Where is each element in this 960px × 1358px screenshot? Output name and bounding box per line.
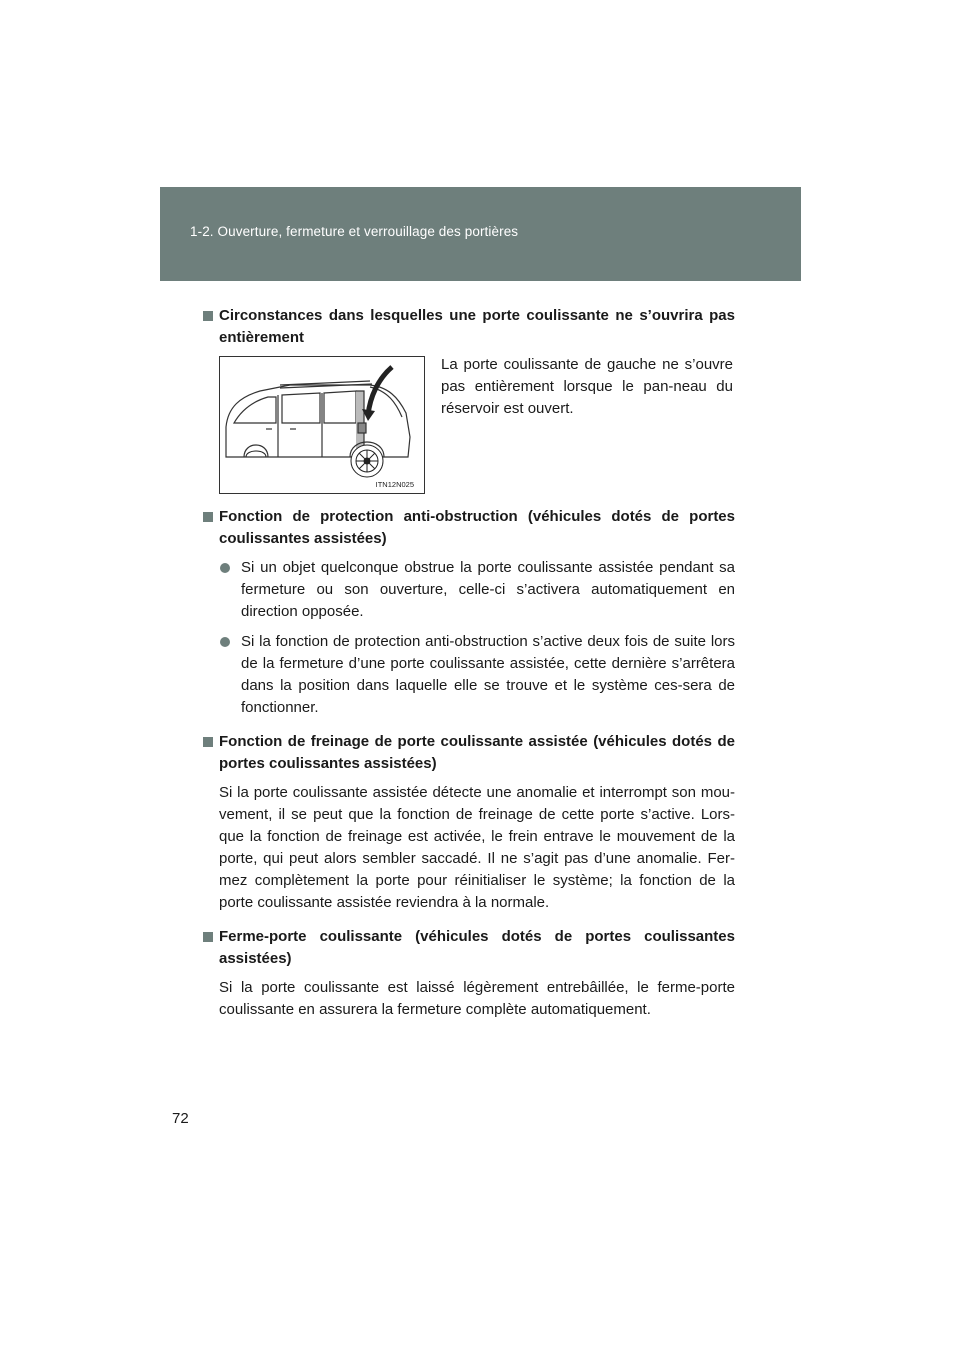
section-heading: Fonction de protection anti-obstruction (véhicules dotés de portes coulissantes assistées) [203, 506, 735, 550]
section-heading: Ferme-porte coulissante (véhicules dotés de portes coulissantes assistées) [203, 926, 735, 970]
section-heading: Circonstances dans lesquelles une porte coulissante ne s’ouvrira pas entièrement [203, 305, 735, 349]
section-heading: Fonction de freinage de porte coulissante assistée (véhicules dotés de portes coulissantes assistées) [203, 731, 735, 775]
section-body: Si la porte coulissante assistée détecte une anomalie et interrompt son mou-vement, il se peut que la fonction de freinage de cette porte s’active. Lors-que la fonction de freinage est activée, le frein entrave le mouvement de la porte, qui peut alors sembler saccadé. Il ne s’agit pas d’une anomalie. Fer-mez complètement la porte pour réinitialiser le système; la fonction de la porte coulissante assistée reviendra à la normale. [219, 784, 735, 911]
section-braking-function [203, 731, 735, 914]
list-item: Si la fonction de protection anti-obstruction s’active deux fois de suite lors de la fermeture d’une porte coulissante assistée, cette dernière s’arrêtera dans la position dans laquelle elle se trouve et le système ces-sera de fonctionner. [219, 631, 735, 719]
square-bullet-icon [203, 506, 219, 528]
square-bullet-icon [203, 926, 219, 948]
page-number: 72 [172, 1110, 189, 1127]
section-sliding-door-not-fully-open [203, 305, 735, 494]
list-item: Si un objet quelconque obstrue la porte coulissante assistée pendant sa fermeture ou son ouverture, celle-ci s’activera automatiquement en direction opposée. [219, 557, 735, 623]
section-anti-obstruction [203, 506, 735, 719]
round-bullet-icon [219, 631, 241, 653]
main-content [203, 305, 735, 1033]
round-bullet-icon [219, 557, 241, 579]
minivan-side-view-drawing [220, 357, 424, 493]
section-body: Si la porte coulissante est laissé légèrement entrebâillée, le ferme-porte coulissante en assurera la fermeture complète automatiquement. [219, 979, 735, 1018]
minivan-illustration [219, 356, 425, 494]
figure-code: ITN12N025 [375, 480, 414, 489]
figure-row [219, 356, 735, 494]
section-title: 1-2. Ouverture, fermeture et verrouillage des portières [190, 224, 519, 239]
header-band [160, 187, 801, 281]
square-bullet-icon [203, 731, 219, 753]
figure-caption: La porte coulissante de gauche ne s’ouvre pas entièrement lorsque le pan-neau du réservoir est ouvert. [441, 356, 733, 417]
section-door-closer [203, 926, 735, 1021]
square-bullet-icon [203, 305, 219, 327]
